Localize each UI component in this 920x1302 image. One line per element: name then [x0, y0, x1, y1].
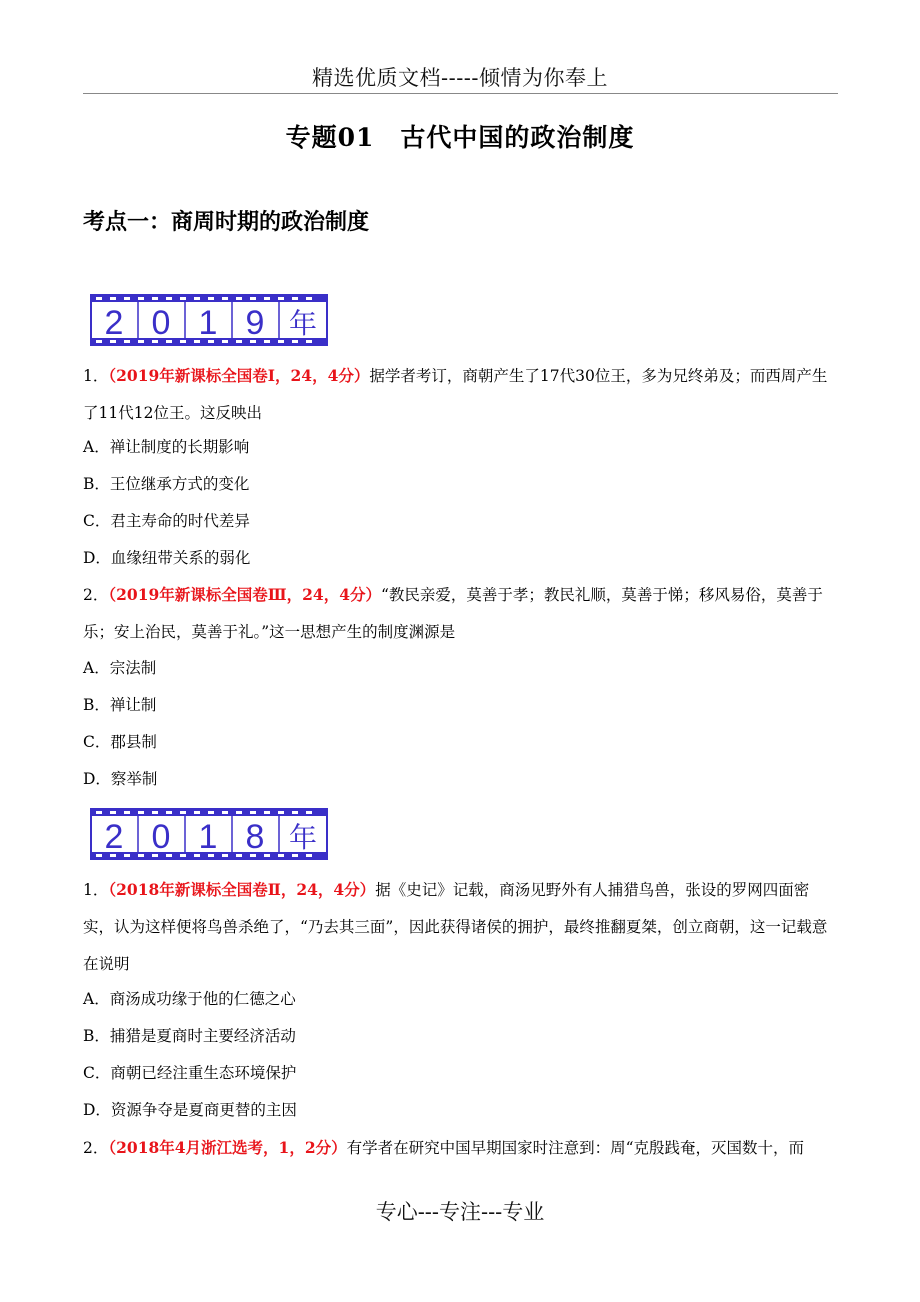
option-d: D．察举制	[83, 770, 158, 788]
question-2018-1	[83, 871, 838, 983]
option-c: C．君主寿命的时代差异	[83, 512, 250, 530]
question-text: “教民亲爱，莫善于孝；教民礼顺，莫善于悌；移风易俗，莫善于乐；安上治民，莫善于礼。”这一思想产生的制度渊源是	[83, 586, 823, 641]
question-number: 1．	[83, 367, 109, 385]
svg-text:2: 2	[104, 304, 124, 342]
year-badge-char: 年	[288, 307, 318, 340]
question-number: 1．	[83, 881, 109, 899]
question-number: 2．	[83, 1139, 109, 1157]
question-text: 有学者在研究中国早期国家时注意到：周“克殷践奄，灭国数十，而	[346, 1139, 805, 1157]
question-source: （2019年新课标全国卷Ⅲ，24，4分）	[108, 585, 381, 604]
option-a: A．商汤成功缘于他的仁德之心	[83, 990, 296, 1008]
question-source: （2018年新课标全国卷Ⅱ，24，4分）	[108, 880, 376, 899]
option-b: B．王位继承方式的变化	[83, 475, 250, 493]
question-2018-2	[83, 1129, 838, 1167]
option-b: B．捕猎是夏商时主要经济活动	[83, 1027, 296, 1045]
year-badge-char: 年	[288, 821, 318, 854]
option-b: B．禅让制	[83, 696, 157, 714]
svg-text:9: 9	[245, 304, 265, 342]
section-heading: 考点一：商周时期的政治制度	[83, 209, 370, 235]
question-source: （2018年4月浙江选考，1，2分）	[108, 1138, 347, 1157]
question-2019-1	[83, 357, 838, 432]
svg-text:0: 0	[151, 818, 171, 856]
year-badge-2019	[90, 294, 328, 346]
question-2019-2	[83, 576, 838, 651]
option-d: D．血缘纽带关系的弱化	[83, 549, 251, 567]
svg-text:1: 1	[198, 304, 218, 342]
document-title: 专题01 古代中国的政治制度	[285, 123, 635, 152]
svg-text:2: 2	[104, 818, 124, 856]
option-c: C．郡县制	[83, 733, 157, 751]
svg-text:8: 8	[245, 818, 265, 856]
option-a: A．禅让制度的长期影响	[83, 438, 250, 456]
option-c: C．商朝已经注重生态环境保护	[83, 1064, 297, 1082]
page-footer: 专心---专注---专业	[375, 1200, 545, 1224]
question-source: （2019年新课标全国卷Ⅰ，24，4分）	[108, 366, 370, 385]
option-d: D．资源争夺是夏商更替的主因	[83, 1101, 297, 1119]
option-a: A．宗法制	[83, 659, 157, 677]
svg-text:1: 1	[198, 818, 218, 856]
svg-text:0: 0	[151, 304, 171, 342]
page-header: 精选优质文档-----倾情为你奉上	[312, 66, 608, 90]
year-badge-2018	[90, 808, 328, 860]
header-divider	[83, 93, 838, 94]
question-text: 据学者考订，商朝产生了17代30位王，多为兄终弟及；而西周产生了11代12位王。这反映出	[83, 367, 828, 422]
question-text: 据《史记》记载，商汤见野外有人捕猎鸟兽，张设的罗网四面密实，认为这样便将鸟兽杀绝了，“乃去其三面”，因此获得诸侯的拥护，最终推翻夏桀，创立商朝，这一记载意在说明	[83, 881, 828, 973]
question-number: 2．	[83, 586, 109, 604]
